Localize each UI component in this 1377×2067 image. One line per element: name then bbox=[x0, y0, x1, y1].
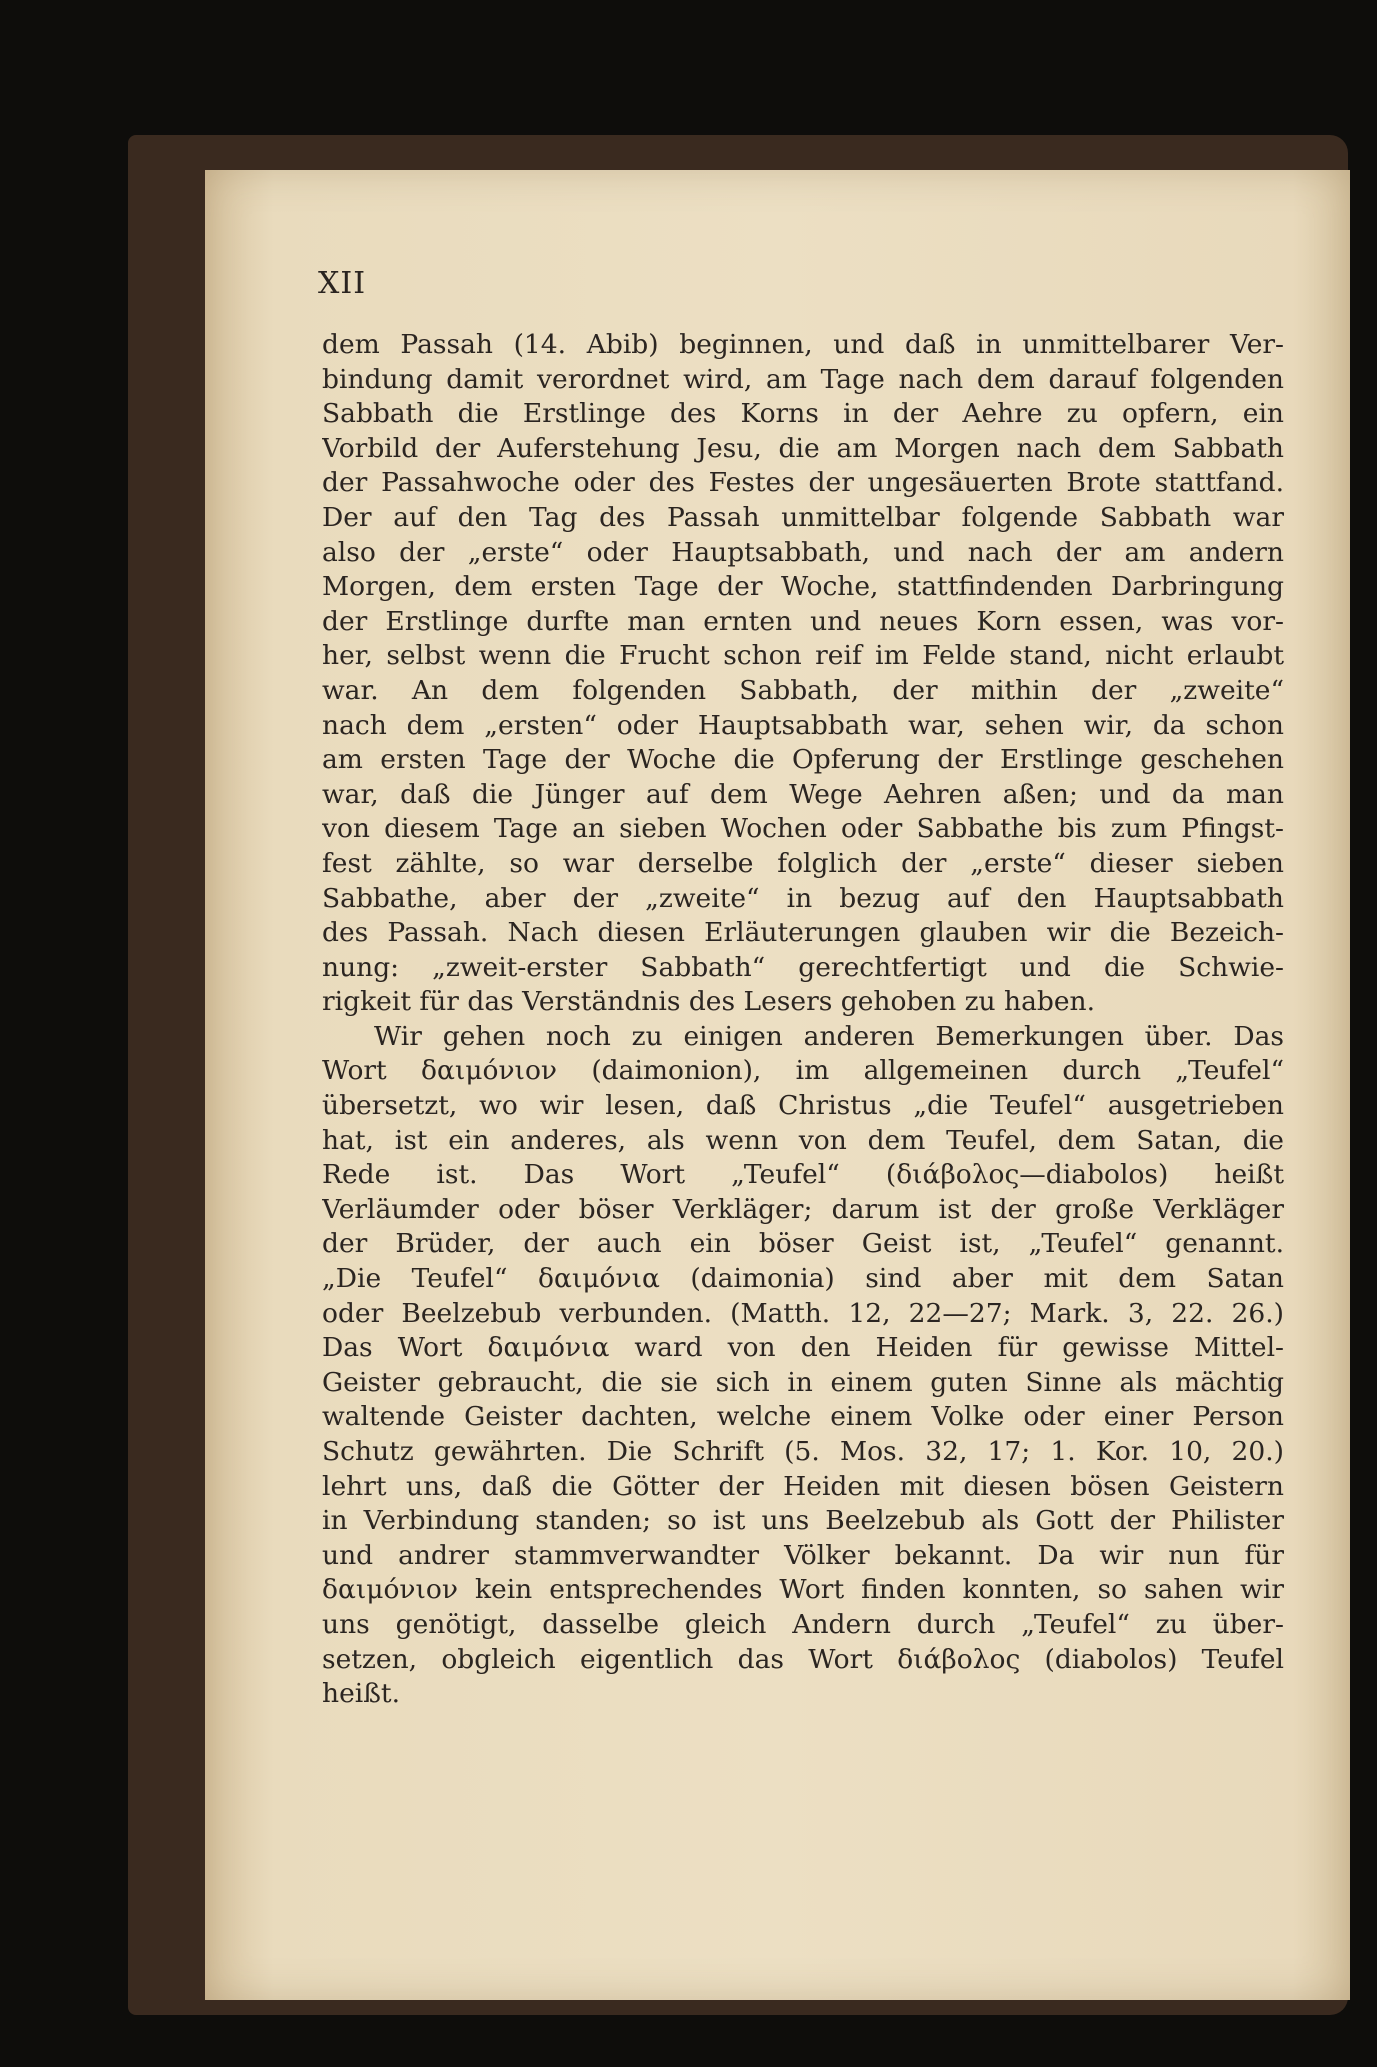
paragraph-1 bbox=[322, 328, 1284, 1020]
text-line: heißt. bbox=[322, 1678, 400, 1710]
text-line: waltende Geister dachten, welche einem Volke oder einer Person bbox=[322, 1401, 1284, 1433]
text-line: der Brüder, der auch ein böser Geist ist, „Teufel“ genannt. bbox=[322, 1228, 1284, 1260]
text-line: Sabbathe, aber der „zweite“ in bezug auf den Hauptsabbath bbox=[322, 882, 1284, 914]
text-line: setzen, obgleich eigentlich das Wort διάβολος (diabolos) Teufel bbox=[322, 1643, 1284, 1675]
text-line: der Erstlinge durfte man ernten und neues Korn essen, was vor- bbox=[322, 605, 1284, 637]
text-line: oder Beelzebub verbunden. (Matth. 12, 22—27; Mark. 3, 22. 26.) bbox=[322, 1297, 1284, 1329]
text-line: Geister gebraucht, die sie sich in einem guten Sinne als mächtig bbox=[322, 1366, 1284, 1398]
text-line: der Passahwoche oder des Festes der ungesäuerten Brote stattfand. bbox=[322, 467, 1284, 499]
text-line: bindung damit verordnet wird, am Tage nach dem darauf folgenden bbox=[322, 363, 1284, 395]
text-line: übersetzt, wo wir lesen, daß Christus „die Teufel“ ausgetrieben bbox=[322, 1090, 1284, 1122]
text-line: uns genötigt, dasselbe gleich Andern durch „Teufel“ zu über- bbox=[322, 1608, 1284, 1640]
text-line: am ersten Tage der Woche die Opferung der Erstlinge geschehen bbox=[322, 744, 1284, 776]
text-line: rigkeit für das Verständnis des Lesers gehoben zu haben. bbox=[322, 986, 1096, 1018]
text-line: „Die Teufel“ δαιμόνια (daimonia) sind aber mit dem Satan bbox=[322, 1263, 1284, 1295]
page-number: XII bbox=[318, 266, 367, 301]
text-line: hat, ist ein anderes, als wenn von dem Teufel, dem Satan, die bbox=[322, 1124, 1284, 1156]
text-line: in Verbindung standen; so ist uns Beelzebub als Gott der Philister bbox=[322, 1505, 1284, 1537]
text-line: nach dem „ersten“ oder Hauptsabbath war, sehen wir, da schon bbox=[322, 709, 1284, 741]
text-line: fest zählte, so war derselbe folglich der „erste“ dieser sieben bbox=[322, 847, 1284, 879]
text-line: war. An dem folgenden Sabbath, der mithin der „zweite“ bbox=[322, 674, 1284, 706]
text-line: Der auf den Tag des Passah unmittelbar folgende Sabbath war bbox=[322, 501, 1284, 533]
text-line: her, selbst wenn die Frucht schon reif im Felde stand, nicht erlaubt bbox=[322, 640, 1284, 672]
text-line: Rede ist. Das Wort „Teufel“ (διάβολος—diabolos) heißt bbox=[322, 1159, 1284, 1191]
text-line: Schutz gewährten. Die Schrift (5. Mos. 32, 17; 1. Kor. 10, 20.) bbox=[322, 1436, 1284, 1467]
text-line: und andrer stammverwandter Völker bekannt. Da wir nun für bbox=[322, 1539, 1284, 1571]
text-line: Vorbild der Auferstehung Jesu, die am Morgen nach dem Sabbath bbox=[322, 432, 1284, 464]
text-line: Morgen, dem ersten Tage der Woche, stattfindenden Darbringung bbox=[322, 571, 1284, 603]
text-line: Wort δαιμόνιον (daimonion), im allgemeinen durch „Teufel“ bbox=[322, 1055, 1284, 1087]
text-line: nung: „zweit-erster Sabbath“ gerechtfertigt und die Schwie- bbox=[322, 951, 1284, 983]
text-line: also der „erste“ oder Hauptsabbath, und nach der am andern bbox=[322, 536, 1284, 568]
text-line: Verläumder oder böser Verkläger; darum ist der große Verkläger bbox=[322, 1193, 1284, 1225]
text-line: Das Wort δαιμόνια ward von den Heiden für gewisse Mittel- bbox=[322, 1332, 1284, 1364]
text-line: des Passah. Nach diesen Erläuterungen glauben wir die Bezeich- bbox=[322, 917, 1284, 949]
paragraph-2 bbox=[322, 1020, 1284, 1712]
text-line: lehrt uns, daß die Götter der Heiden mit diesen bösen Geistern bbox=[322, 1470, 1284, 1502]
text-line: Wir gehen noch zu einigen anderen Bemerkungen über. Das bbox=[374, 1020, 1284, 1052]
text-line: dem Passah (14. Abib) beginnen, und daß in unmittelbarer Ver- bbox=[322, 329, 1284, 360]
page-text bbox=[322, 328, 1284, 1712]
text-line: Sabbath die Erstlinge des Korns in der Aehre zu opfern, ein bbox=[322, 398, 1284, 430]
text-line: δαιμόνιον kein entsprechendes Wort finden konnten, so sahen wir bbox=[322, 1574, 1284, 1606]
text-line: war, daß die Jünger auf dem Wege Aehren aßen; und da man bbox=[322, 778, 1284, 810]
text-line: von diesem Tage an sieben Wochen oder Sabbathe bis zum Pfingst- bbox=[322, 813, 1284, 845]
